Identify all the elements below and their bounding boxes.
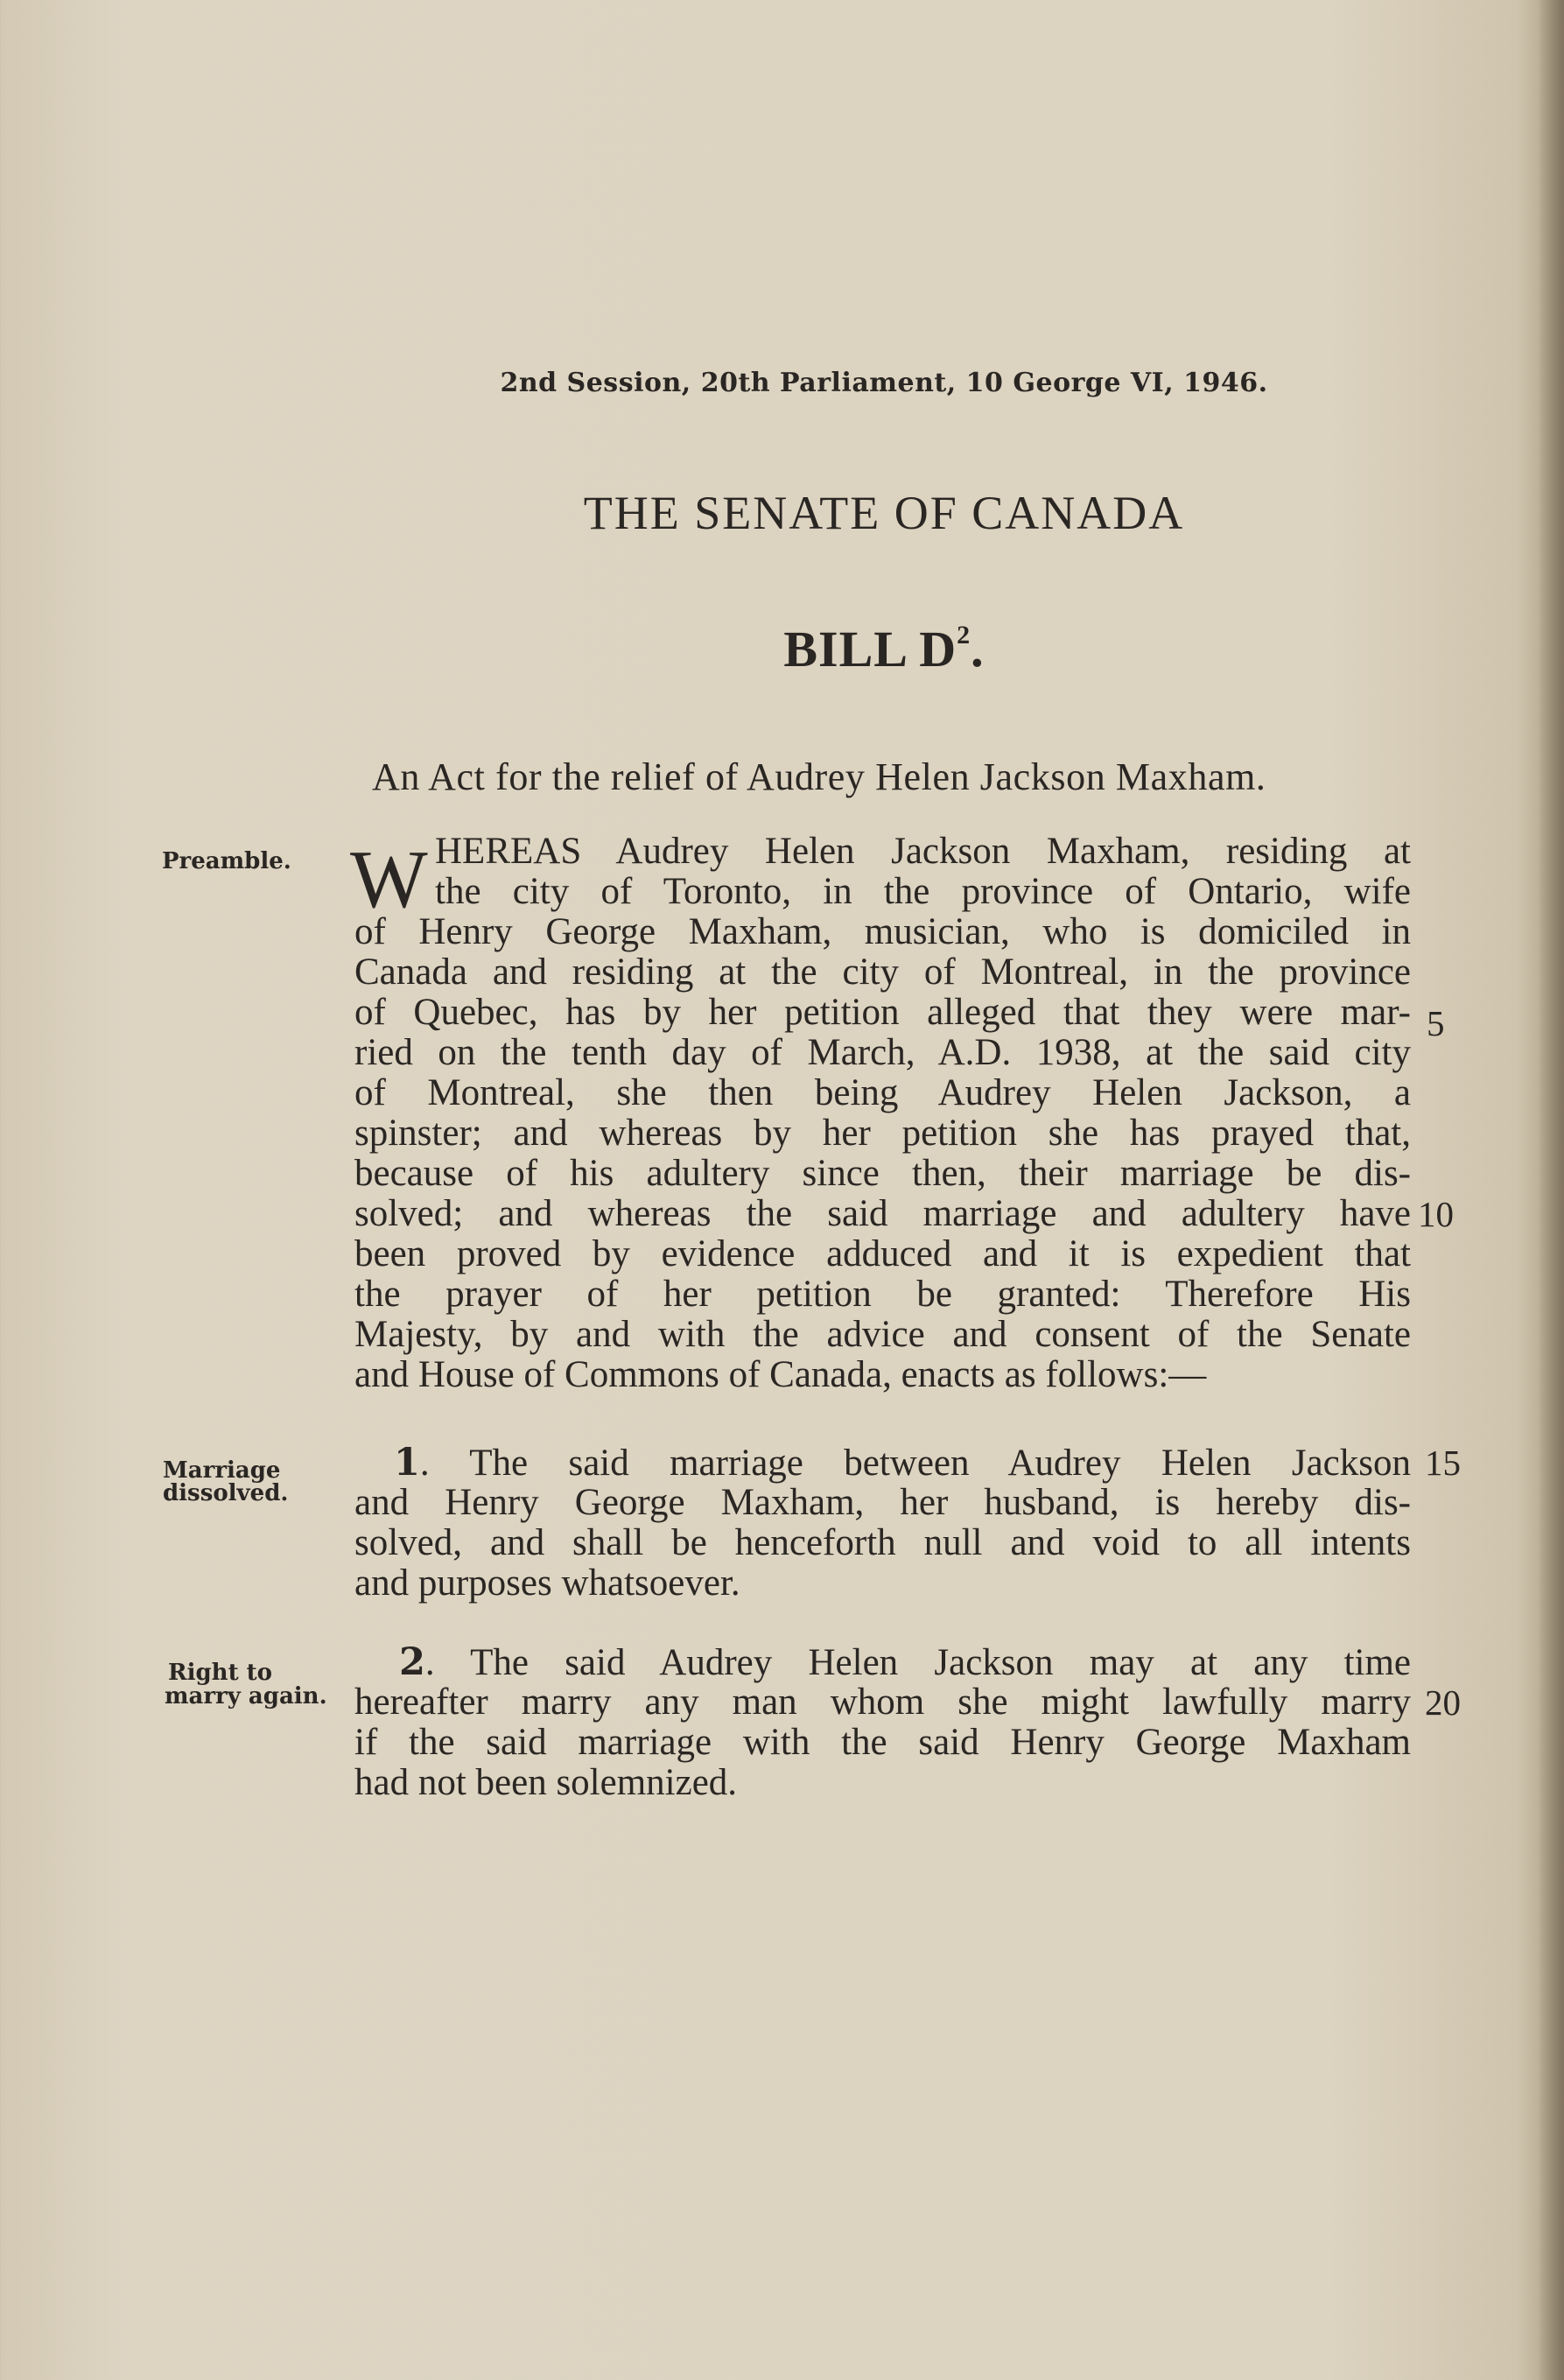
line-number-20: 20 — [1425, 1682, 1461, 1723]
margin-note-marriage-line1: Marriage — [163, 1457, 281, 1484]
bill-superscript: 2 — [957, 620, 971, 649]
margin-note-preamble: Preamble. — [162, 848, 291, 874]
margin-note-right-line1: Right to — [168, 1660, 272, 1686]
preamble-line: been proved by evidence adduced and it is expedient that — [354, 1233, 1411, 1274]
section-2-line: hereafter marry any man whom she might lawfully marry — [354, 1681, 1411, 1723]
preamble-line: Majesty, by and with the advice and consent of the Senate — [354, 1314, 1411, 1355]
section-2-line: if the said marriage with the said Henry George Maxham — [354, 1722, 1411, 1763]
section-2-first-text: . The said Audrey Helen Jackson may at any time — [424, 1642, 1411, 1683]
senate-title: THE SENATE OF CANADA — [583, 487, 1185, 539]
line-number-5: 5 — [1427, 1003, 1445, 1043]
preamble-line: because of his adultery since then, their marriage be dis- — [354, 1153, 1411, 1194]
preamble-line: ried on the tenth day of March, A.D. 1938, at the said city — [354, 1032, 1411, 1073]
section-2-number: 2 — [399, 1640, 425, 1684]
section-1-first-line — [394, 1443, 1411, 1483]
section-2-line: had not been solemnized. — [354, 1762, 738, 1803]
line-number-10: 10 — [1418, 1194, 1454, 1234]
preamble-drop-cap: W — [350, 834, 428, 925]
preamble-line: solved; and whereas the said marriage and adultery have — [354, 1193, 1411, 1234]
preamble-line: HEREAS Audrey Helen Jackson Maxham, residing at — [435, 831, 1411, 872]
section-1-line: solved, and shall be henceforth null and void to all intents — [354, 1522, 1411, 1563]
section-1-number: 1 — [394, 1441, 420, 1485]
preamble-line: of Montreal, she then being Audrey Helen Jackson, a — [354, 1072, 1411, 1113]
margin-note-marriage-line2: dissolved. — [163, 1480, 289, 1506]
section-1-first-text: . The said marriage between Audrey Helen Jackson — [419, 1443, 1411, 1484]
preamble-line: Canada and residing at the city of Montreal, in the province — [354, 951, 1411, 993]
bill-suffix: . — [971, 621, 985, 677]
preamble-line: spinster; and whereas by her petition she has prayed that, — [354, 1113, 1411, 1154]
section-2-first-line — [399, 1642, 1411, 1682]
preamble-line: of Henry George Maxham, musician, who is domiciled in — [354, 911, 1411, 952]
bill-label: BILL D — [783, 621, 957, 677]
section-1-line: and Henry George Maxham, her husband, is hereby dis- — [354, 1482, 1411, 1523]
line-number-15: 15 — [1425, 1443, 1461, 1483]
preamble-line: and House of Commons of Canada, enacts as follows:— — [354, 1354, 1207, 1395]
preamble-line: the city of Toronto, in the province of Ontario, wife — [435, 871, 1411, 912]
session-line: 2nd Session, 20th Parliament, 10 George VI, 1946. — [500, 368, 1268, 398]
preamble-line: the prayer of her petition be granted: Therefore His — [354, 1274, 1411, 1315]
margin-note-right-line2: marry again. — [165, 1683, 327, 1710]
act-title: An Act for the relief of Audrey Helen Jackson Maxham. — [372, 755, 1266, 798]
preamble-line: of Quebec, has by her petition alleged that they were mar- — [354, 992, 1411, 1033]
page-edge-shadow — [1538, 0, 1564, 2380]
section-1-line: and purposes whatsoever. — [354, 1562, 740, 1604]
bill-title — [0, 620, 1564, 678]
